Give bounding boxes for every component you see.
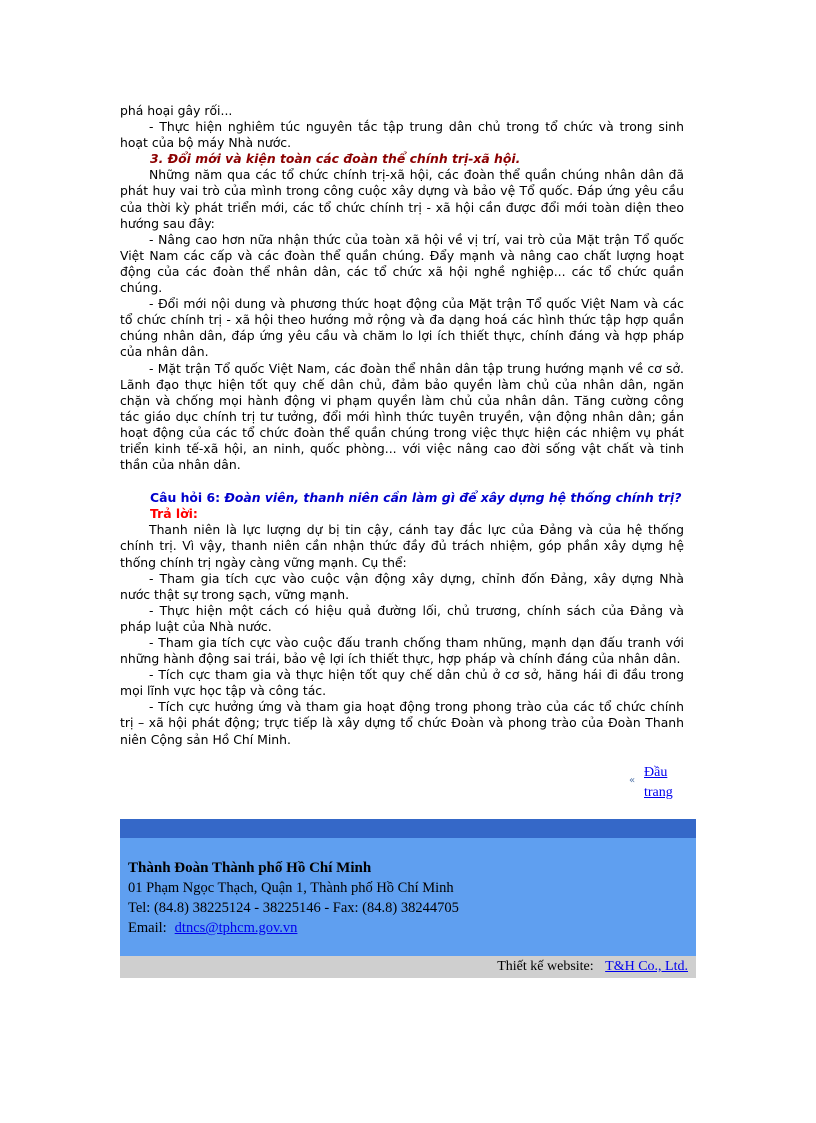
- footer-top-bar: [120, 819, 696, 838]
- credit-label: Thiết kế website:: [497, 959, 598, 974]
- email-label: Email:: [128, 920, 167, 936]
- paragraph: - Tích cực hưởng ứng và tham gia hoạt động trong phong trào của các tổ chức chính trị – xã hội phát động; trực tiếp là xây dựng tổ chức Đoàn và phong trào của Đoàn Thanh niên Cộng sản Hồ Chí Minh.: [120, 699, 684, 747]
- footer-phone: Tel: (84.8) 38225124 - 38225146 - Fax: (84.8) 38244705: [128, 900, 459, 916]
- back-to-top-link[interactable]: Đầu trang: [644, 765, 673, 800]
- section-heading: 3. Đổi mới và kiện toàn các đoàn thể chính trị-xã hội.: [150, 151, 521, 167]
- back-to-top[interactable]: [624, 763, 684, 803]
- footer-credit: [120, 956, 696, 978]
- paragraph: - Tích cực tham gia và thực hiện tốt quy chế dân chủ ở cơ sở, hăng hái đi đầu trong mọi lĩnh vực học tập và công tác.: [120, 667, 684, 699]
- footer-org-name: Thành Đoàn Thành phố Hồ Chí Minh: [128, 860, 372, 876]
- paragraph: Thanh niên là lực lượng dự bị tin cậy, cánh tay đắc lực của Đảng và của hệ thống chính trị. Vì vậy, thanh niên cần nhận thức đầy đủ trách nhiệm, góp phần xây dựng hệ thống chính trị ngày càng vững mạnh. Cụ thể:: [120, 522, 684, 570]
- email-link[interactable]: dtncs@tphcm.gov.vn: [174, 920, 298, 936]
- double-chevron-up-icon[interactable]: «: [628, 775, 636, 786]
- answer-label: Trả lời:: [150, 506, 198, 522]
- footer-email-row: [128, 920, 297, 937]
- question-heading: [120, 490, 684, 506]
- paragraph: - Tham gia tích cực vào cuộc đấu tranh chống tham nhũng, mạnh dạn đấu tranh với những hành động sai trái, bảo vệ lợi ích thiết thực, hợp pháp và chính đáng của nhân dân.: [120, 635, 684, 667]
- footer: [120, 838, 696, 956]
- paragraph: - Nâng cao hơn nữa nhận thức của toàn xã hội về vị trí, vai trò của Mặt trận Tổ quốc Việt Nam các cấp và các đoàn thể quần chúng. Đẩy mạnh và nâng cao chất lượng hoạt động của các đoàn thể nhân dân, các tổ chức xã hội nghề nghiệp... các tổ chức quần chúng.: [120, 231, 684, 296]
- paragraph: - Tham gia tích cực vào cuộc vận động xây dựng, chỉnh đốn Đảng, xây dựng Nhà nước thật sự trong sạch, vững mạnh.: [120, 570, 684, 602]
- footer-address: 01 Phạm Ngọc Thạch, Quận 1, Thành phố Hồ Chí Minh: [128, 880, 454, 896]
- question-label: Câu hỏi 6:: [150, 490, 221, 506]
- article-body: [120, 103, 684, 748]
- paragraph: phá hoại gây rối...: [120, 103, 233, 118]
- credit-link[interactable]: T&H Co., Ltd.: [605, 959, 688, 974]
- paragraph: - Thực hiện nghiêm túc nguyên tắc tập trung dân chủ trong tổ chức và trong sinh hoạt của bộ máy Nhà nước.: [120, 119, 684, 151]
- paragraph: Những năm qua các tổ chức chính trị-xã hội, các đoàn thể quần chúng nhân dân đã phát huy vai trò của mình trong công cuộc xây dựng và bảo vệ Tổ quốc. Đáp ứng yêu cầu của thời kỳ phát triển mới, các tổ chức chính trị - xã hội cần được đổi mới toàn diện theo hướng sau đây:: [120, 167, 684, 231]
- paragraph: - Thực hiện một cách có hiệu quả đường lối, chủ trương, chính sách của Đảng và pháp luật của Nhà nước.: [120, 602, 684, 634]
- paragraph: - Mặt trận Tổ quốc Việt Nam, các đoàn thể nhân dân tập trung hướng mạnh về cơ sở. Lãnh đạo thực hiện tốt quy chế dân chủ, đảm bảo quyền làm chủ của nhân dân, ngăn chặn và chống mọi hành động vi phạm quyền làm chủ của nhân dân. Tăng cường công tác giáo dục chính trị tư tưởng, đổi mới hình thức tuyên truyền, vận động nhân dân; gắn hoạt động của các tổ chức đoàn thể quần chúng trong việc thực hiện các nhiệm vụ phát triển kinh tế-xã hội, an ninh, quốc phòng... với việc nâng cao đời sống vật chất và tinh thần của nhân dân.: [120, 360, 684, 473]
- paragraph: - Đổi mới nội dung và phương thức hoạt động của Mặt trận Tổ quốc Việt Nam và các tổ chức chính trị - xã hội theo hướng mở rộng và đa dạng hoá các hình thức tập hợp quần chúng nhân dân, đáp ứng yêu cầu và chăm lo lợi ích thiết thực, chính đáng và hợp pháp của nhân dân.: [120, 296, 684, 360]
- spacer: [120, 473, 684, 490]
- question-text: Đoàn viên, thanh niên cần làm gì để xây dựng hệ thống chính trị?: [220, 490, 682, 506]
